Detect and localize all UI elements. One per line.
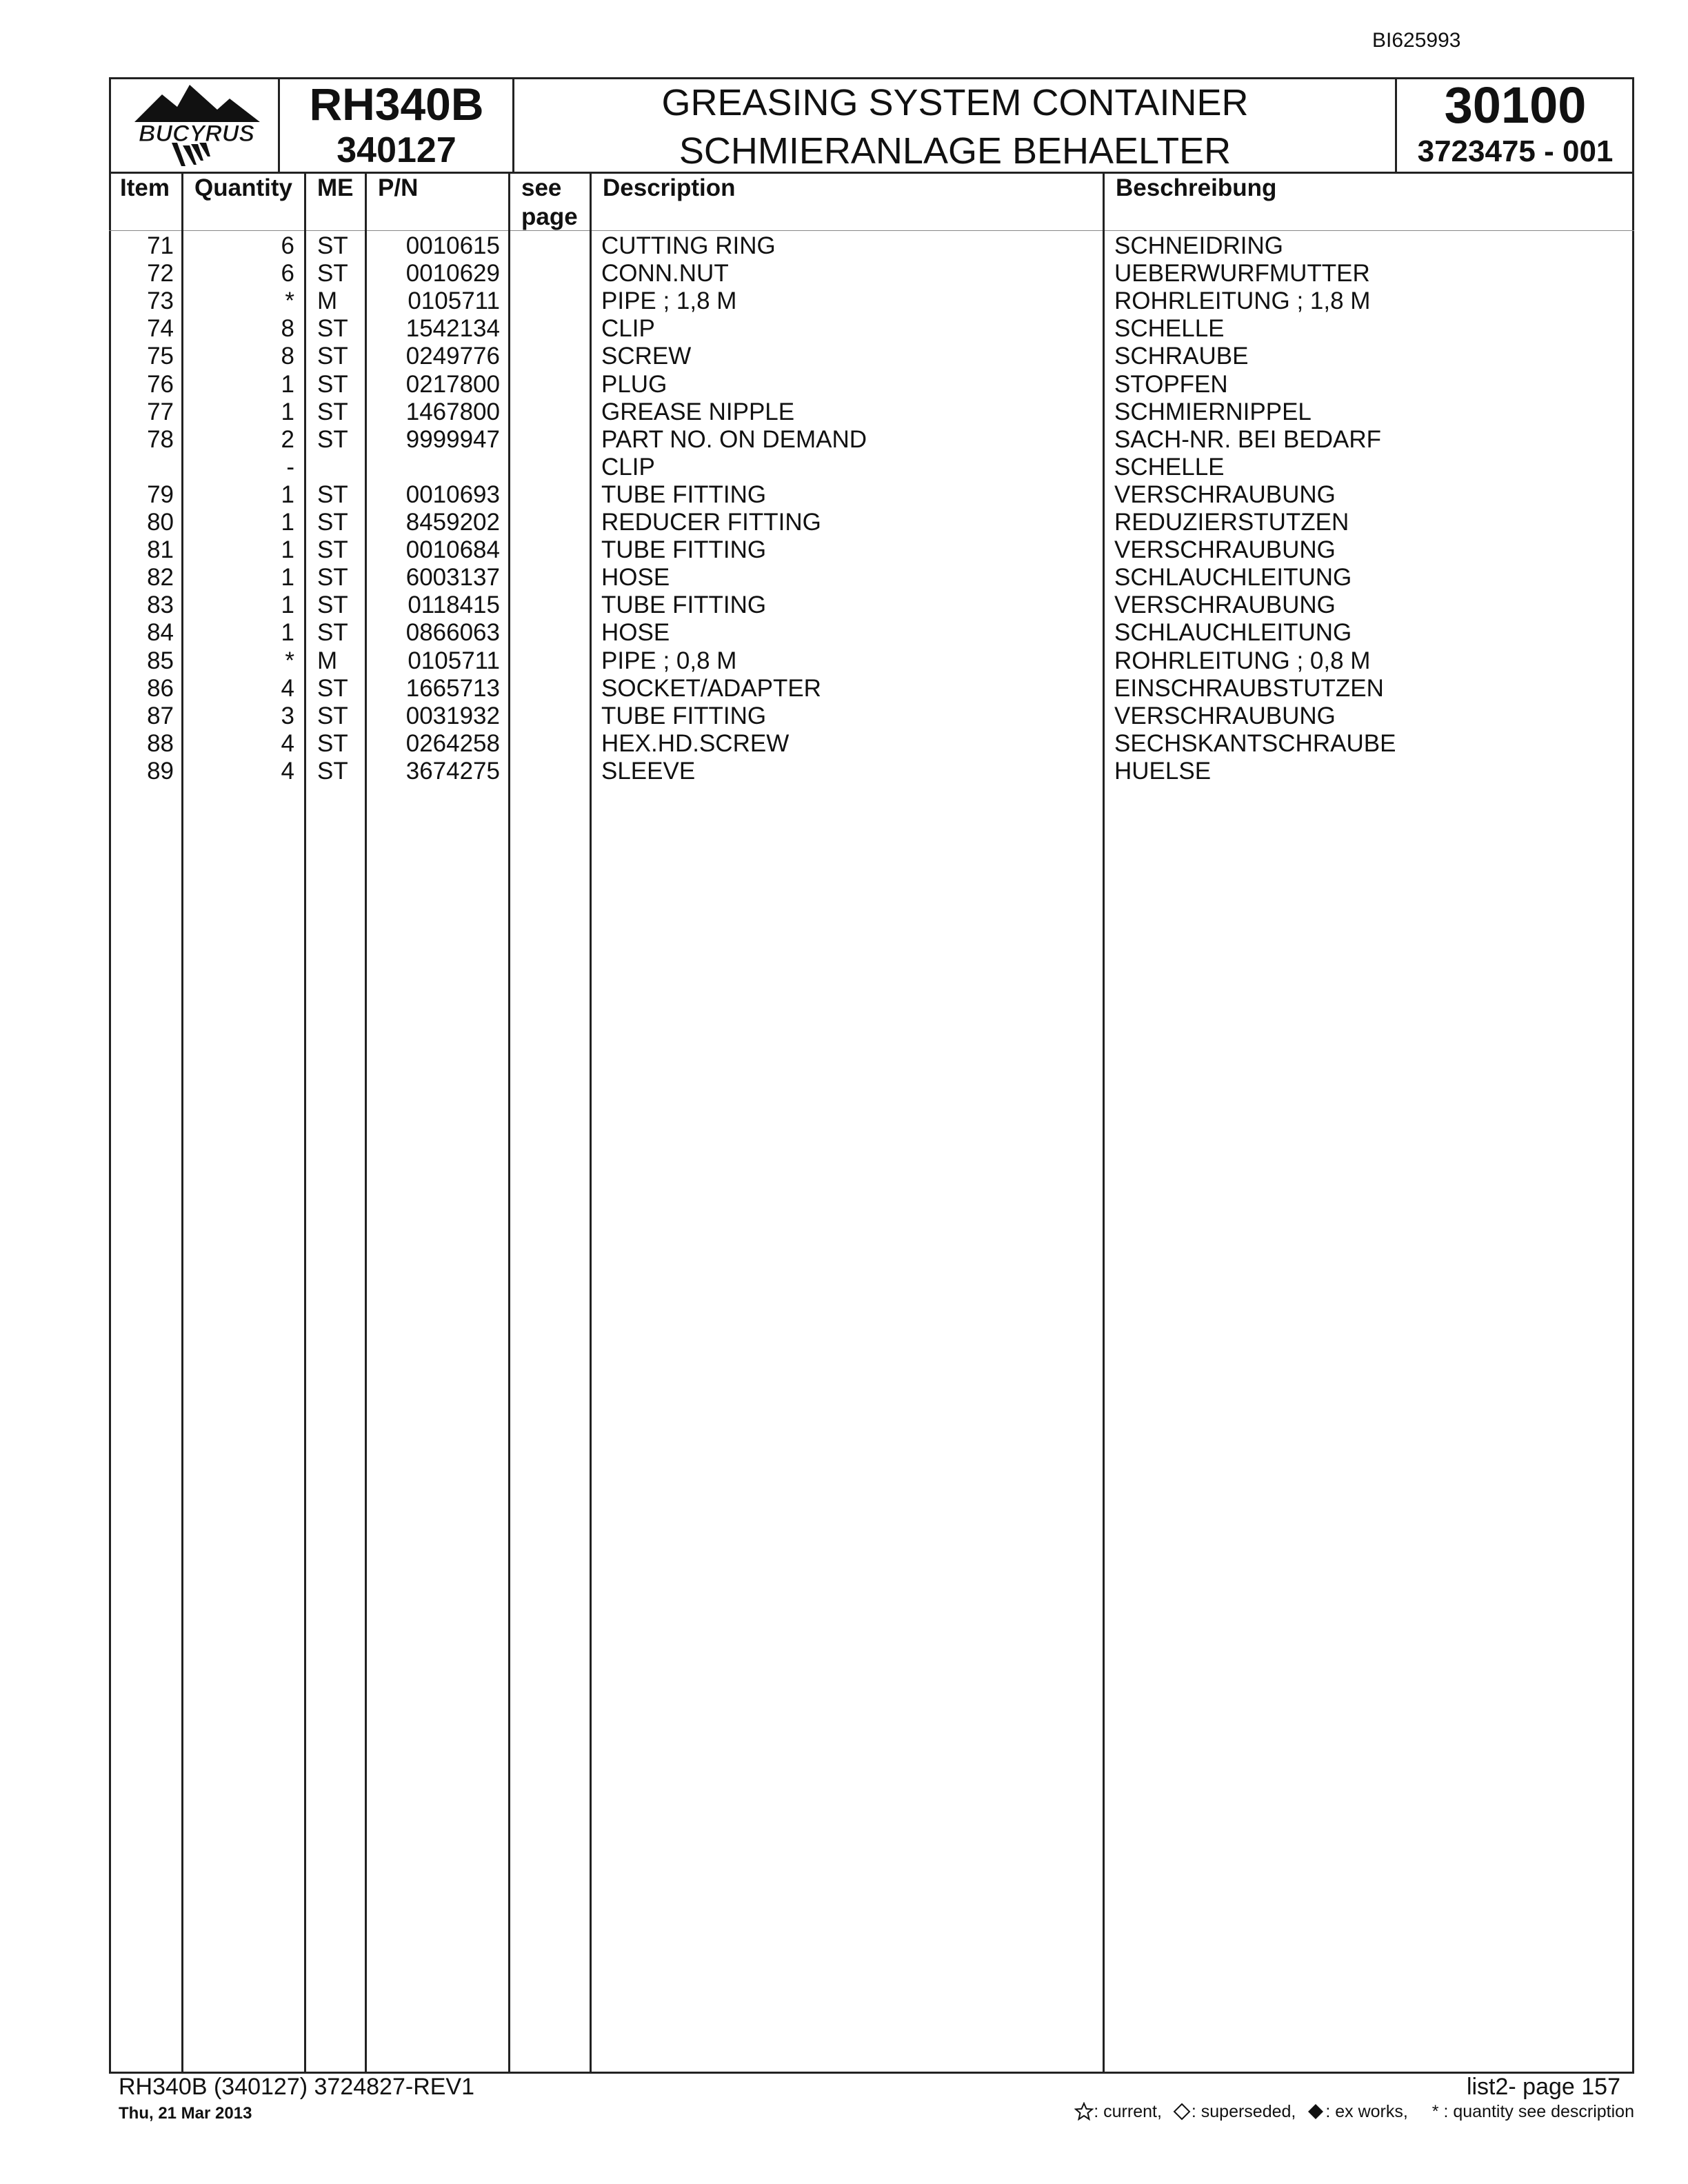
- cell-qty: 1: [281, 536, 294, 564]
- column-header-divider: [109, 230, 1634, 231]
- cell-beschr: SCHLAUCHLEITUNG: [1114, 619, 1352, 647]
- title-english: GREASING SYSTEM CONTAINER: [661, 82, 1249, 123]
- cell-beschr: VERSCHRAUBUNG: [1114, 702, 1336, 729]
- cell-beschr: SECHSKANTSCHRAUBE: [1114, 729, 1396, 757]
- cell-item: 72: [147, 260, 174, 287]
- legend-superseded: : superseded,: [1191, 2101, 1296, 2121]
- cell-beschr: VERSCHRAUBUNG: [1114, 592, 1336, 619]
- cell-item: 85: [147, 647, 174, 674]
- cell-qty: 1: [281, 619, 294, 647]
- diamond-outline-icon: [1172, 2102, 1192, 2121]
- cell-item: 80: [147, 509, 174, 536]
- cell-pn: 0105711: [408, 287, 500, 315]
- cell-qty: 1: [281, 398, 294, 425]
- cell-pn: 6003137: [405, 564, 500, 592]
- cell-desc: TUBE FITTING: [601, 702, 767, 729]
- cell-qty: 3: [281, 702, 294, 729]
- cell-beschr: STOPFEN: [1114, 370, 1228, 398]
- cell-item: 79: [147, 481, 174, 508]
- cell-beschr: SCHELLE: [1114, 453, 1225, 481]
- table-row: [0, 592, 1688, 619]
- cell-me: ST: [317, 729, 348, 757]
- cell-desc: TUBE FITTING: [601, 592, 767, 619]
- cell-me: ST: [317, 370, 348, 398]
- document-id: BI625993: [1372, 29, 1461, 52]
- cell-desc: TUBE FITTING: [601, 481, 767, 508]
- column-header-beschreibung: Beschreibung: [1116, 174, 1277, 201]
- footer-page-number: list2- page 157: [1466, 2074, 1620, 2100]
- cell-beschr: SCHRAUBE: [1114, 343, 1249, 370]
- cell-pn: 9999947: [405, 425, 500, 453]
- cell-item: 88: [147, 729, 174, 757]
- table-row: [0, 287, 1688, 315]
- cell-beschr: SACH-NR. BEI BEDARF: [1114, 425, 1381, 453]
- cell-beschr: HUELSE: [1114, 757, 1212, 785]
- cell-item: 78: [147, 425, 174, 453]
- table-row: [0, 371, 1688, 398]
- table-row: [0, 398, 1688, 426]
- table-row: [0, 675, 1688, 702]
- table-row: [0, 702, 1688, 730]
- cell-qty: -: [286, 453, 294, 481]
- table-row: [0, 454, 1688, 481]
- cell-qty: 4: [281, 674, 294, 702]
- cell-beschr: ROHRLEITUNG ; 0,8 M: [1114, 647, 1371, 674]
- legend-current: : current,: [1094, 2101, 1162, 2121]
- cell-item: 73: [147, 287, 174, 315]
- cell-pn: 1467800: [405, 398, 500, 425]
- cell-qty: 1: [281, 370, 294, 398]
- table-row: [0, 758, 1688, 785]
- see-page-line-1: see: [521, 174, 562, 201]
- cell-item: 76: [147, 370, 174, 398]
- cell-desc: PART NO. ON DEMAND: [601, 425, 867, 453]
- model-number: 340127: [336, 130, 456, 170]
- cell-beschr: SCHLAUCHLEITUNG: [1114, 564, 1352, 592]
- table-row: [0, 564, 1688, 592]
- model-name: RH340B: [309, 79, 484, 130]
- table-row: [0, 260, 1688, 287]
- table-row: [0, 730, 1688, 758]
- cell-pn: 0010684: [405, 536, 500, 564]
- footer-date: Thu, 21 Mar 2013: [119, 2104, 252, 2123]
- column-header-description: Description: [603, 174, 736, 201]
- column-header-item: Item: [120, 174, 170, 201]
- cell-me: ST: [317, 315, 348, 343]
- cell-qty: 4: [281, 729, 294, 757]
- cell-me: ST: [317, 343, 348, 370]
- cell-item: 86: [147, 674, 174, 702]
- see-page-line-2: page: [521, 203, 578, 230]
- cell-qty: 4: [281, 757, 294, 785]
- cell-qty: *: [285, 647, 294, 674]
- cell-qty: 2: [281, 425, 294, 453]
- bucyrus-logo: [114, 79, 279, 172]
- cell-me: ST: [317, 619, 348, 647]
- cell-pn: 0031932: [405, 702, 500, 729]
- cell-me: ST: [317, 398, 348, 425]
- cell-item: 71: [147, 232, 174, 259]
- cell-pn: 0264258: [405, 729, 500, 757]
- cell-item: 82: [147, 564, 174, 592]
- cell-me: ST: [317, 536, 348, 564]
- cell-desc: HOSE: [601, 619, 670, 647]
- cell-qty: 1: [281, 592, 294, 619]
- cell-pn: 0010615: [405, 232, 500, 259]
- table-row: [0, 426, 1688, 454]
- cell-desc: REDUCER FITTING: [601, 509, 821, 536]
- cell-beschr: EINSCHRAUBSTUTZEN: [1114, 674, 1384, 702]
- cell-pn: 0217800: [405, 370, 500, 398]
- cell-beschr: UEBERWURFMUTTER: [1114, 260, 1370, 287]
- cell-desc: SOCKET/ADAPTER: [601, 674, 821, 702]
- column-header-see-page: [521, 174, 597, 232]
- cell-desc: CLIP: [601, 315, 655, 343]
- cell-desc: CONN.NUT: [601, 260, 729, 287]
- table-row: [0, 232, 1688, 260]
- cell-item: 75: [147, 343, 174, 370]
- cell-me: ST: [317, 564, 348, 592]
- cell-me: M: [317, 287, 338, 315]
- cell-me: ST: [317, 674, 348, 702]
- cell-desc: GREASE NIPPLE: [601, 398, 795, 425]
- table-row: [0, 536, 1688, 564]
- logo-text: BUCYRUS: [138, 121, 255, 147]
- table-row: [0, 481, 1688, 509]
- cell-beschr: SCHELLE: [1114, 315, 1225, 343]
- cell-beschr: SCHNEIDRING: [1114, 232, 1284, 259]
- cell-desc: PIPE ; 0,8 M: [601, 647, 737, 674]
- legend-ex-works: : ex works,: [1325, 2101, 1408, 2121]
- star-outline-icon: [1074, 2102, 1094, 2121]
- cell-desc: SLEEVE: [601, 757, 696, 785]
- cell-item: 74: [147, 315, 174, 343]
- cell-qty: 6: [281, 260, 294, 287]
- table-row: [0, 343, 1688, 370]
- cell-beschr: REDUZIERSTUTZEN: [1114, 509, 1349, 536]
- cell-pn: 0249776: [405, 343, 500, 370]
- group-number: 30100: [1444, 77, 1587, 134]
- cell-desc: CLIP: [601, 453, 655, 481]
- table-row: [0, 647, 1688, 675]
- cell-item: 87: [147, 702, 174, 729]
- column-header-pn: P/N: [378, 174, 419, 201]
- cell-me: M: [317, 647, 338, 674]
- cell-me: ST: [317, 232, 348, 259]
- cell-qty: 8: [281, 315, 294, 343]
- cell-me: ST: [317, 509, 348, 536]
- cell-pn: 3674275: [405, 757, 500, 785]
- table-row: [0, 509, 1688, 536]
- cell-item: 83: [147, 592, 174, 619]
- cell-item: 84: [147, 619, 174, 647]
- table-row: [0, 315, 1688, 343]
- drawing-number: 3723475 - 001: [1417, 134, 1614, 168]
- legend-quantity: * : quantity see description: [1431, 2101, 1634, 2121]
- cell-qty: 1: [281, 509, 294, 536]
- cell-beschr: ROHRLEITUNG ; 1,8 M: [1114, 287, 1371, 315]
- cell-desc: HOSE: [601, 564, 670, 592]
- cell-pn: 0105711: [408, 647, 500, 674]
- cell-beschr: SCHMIERNIPPEL: [1114, 398, 1312, 425]
- cell-beschr: VERSCHRAUBUNG: [1114, 536, 1336, 564]
- cell-desc: HEX.HD.SCREW: [601, 729, 790, 757]
- cell-me: ST: [317, 702, 348, 729]
- cell-me: ST: [317, 481, 348, 508]
- cell-pn: 0010629: [405, 260, 500, 287]
- cell-pn: 0118415: [408, 592, 500, 619]
- footer-legend: [1062, 2101, 1634, 2122]
- cell-desc: CUTTING RING: [601, 232, 776, 259]
- cell-pn: 8459202: [405, 509, 500, 536]
- cell-desc: SCREW: [601, 343, 692, 370]
- cell-me: ST: [317, 592, 348, 619]
- cell-me: ST: [317, 757, 348, 785]
- cell-me: ST: [317, 425, 348, 453]
- cell-pn: 1542134: [405, 315, 500, 343]
- cell-me: ST: [317, 260, 348, 287]
- cell-desc: PLUG: [601, 370, 667, 398]
- cell-qty: 1: [281, 564, 294, 592]
- cell-beschr: VERSCHRAUBUNG: [1114, 481, 1336, 508]
- cell-item: 81: [147, 536, 174, 564]
- cell-qty: *: [285, 287, 294, 315]
- cell-qty: 6: [281, 232, 294, 259]
- cell-desc: TUBE FITTING: [601, 536, 767, 564]
- cell-item: 89: [147, 757, 174, 785]
- cell-pn: 0866063: [405, 619, 500, 647]
- cell-desc: PIPE ; 1,8 M: [601, 287, 737, 315]
- footer-document-reference: RH340B (340127) 3724827-REV1: [119, 2074, 475, 2100]
- table-row: [0, 619, 1688, 647]
- column-header-me: ME: [317, 174, 354, 201]
- cell-qty: 1: [281, 481, 294, 508]
- cell-item: 77: [147, 398, 174, 425]
- cell-pn: 0010693: [405, 481, 500, 508]
- title-german: SCHMIERANLAGE BEHAELTER: [679, 130, 1232, 172]
- cell-qty: 8: [281, 343, 294, 370]
- cell-pn: 1665713: [405, 674, 500, 702]
- diamond-filled-icon: [1306, 2102, 1325, 2121]
- column-header-quantity: Quantity: [194, 174, 292, 201]
